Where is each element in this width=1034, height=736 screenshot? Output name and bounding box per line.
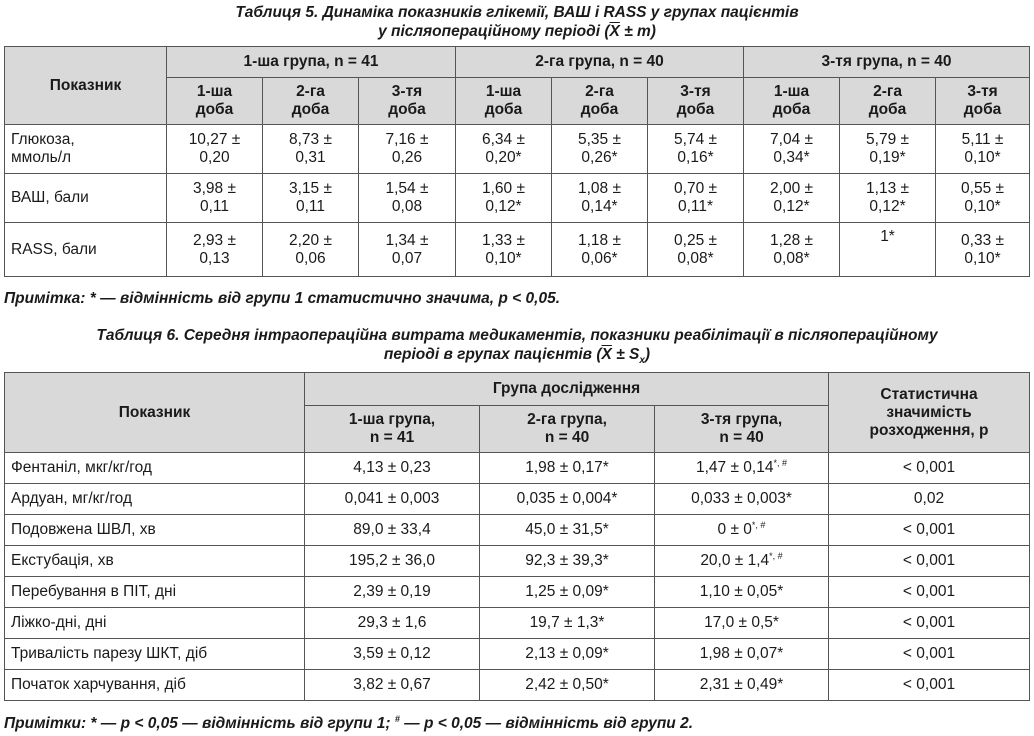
table-cell: 5,35 ± 0,26* [552, 125, 648, 174]
row-label: Ліжко-дні, дні [5, 608, 305, 639]
table-cell: 92,3 ± 39,3* [480, 546, 655, 577]
table-cell [655, 546, 829, 577]
table-row [5, 577, 1030, 608]
table6-header-row-1 [5, 373, 1030, 406]
table6-note [4, 714, 693, 733]
table-cell: 5,11 ± 0,10* [936, 125, 1030, 174]
row-label: Екстубація, хв [5, 546, 305, 577]
significance-mark: *, # [769, 550, 783, 561]
table5-group-header: 3-тя група, n = 40 [744, 47, 1030, 78]
row-label: Глюкоза, ммоль/л [5, 125, 167, 174]
table-cell: 7,16 ± 0,26 [359, 125, 456, 174]
table-cell: < 0,001 [829, 515, 1030, 546]
table-cell: 5,74 ± 0,16* [648, 125, 744, 174]
table-cell: 1,13 ± 0,12* [840, 174, 936, 223]
row-label: Початок харчування, діб [5, 670, 305, 701]
table6-group-header: Група дослідження [305, 373, 829, 406]
table5-note: Примітка: * — відмінність від групи 1 статистично значима, p < 0,05. [4, 290, 560, 307]
table-cell: 2,93 ± 0,13 [167, 223, 263, 277]
table-cell: 1,28 ± 0,08* [744, 223, 840, 277]
table5-day-header: 2-га доба [840, 78, 936, 125]
table-cell: < 0,001 [829, 639, 1030, 670]
table-cell: 89,0 ± 33,4 [305, 515, 480, 546]
table-cell: 1,54 ± 0,08 [359, 174, 456, 223]
table-cell [655, 515, 829, 546]
table6-caption-pre: періоді в групах пацієнтів ( [383, 346, 602, 363]
table-cell: < 0,001 [829, 608, 1030, 639]
table-row [5, 670, 1030, 701]
table5-day-header: 3-тя доба [936, 78, 1030, 125]
table-cell: 3,98 ± 0,11 [167, 174, 263, 223]
table-cell: 0,25 ± 0,08* [648, 223, 744, 277]
table5-group-header: 1-ша група, n = 41 [167, 47, 456, 78]
table-cell: 0,035 ± 0,004* [480, 484, 655, 515]
table-cell: 0,02 [829, 484, 1030, 515]
table-cell: 1* [840, 223, 936, 277]
table6-caption-mid: ± S [611, 346, 640, 363]
table-cell: 0,70 ± 0,11* [648, 174, 744, 223]
table5-header-row-groups [5, 47, 1030, 78]
table-row [5, 453, 1030, 484]
table6-indicator-header: Показник [5, 373, 305, 453]
significance-mark: *, # [773, 457, 787, 468]
table-cell: 0,041 ± 0,003 [305, 484, 480, 515]
table5-day-header: 1-ша доба [744, 78, 840, 125]
cell-value: 2,31 ± 0,49* [699, 676, 784, 693]
table-cell: 2,20 ± 0,06 [263, 223, 359, 277]
table-row [5, 515, 1030, 546]
table-cell: 2,13 ± 0,09* [480, 639, 655, 670]
table-row [5, 639, 1030, 670]
table6-subgroup-header: 1-ша група, n = 41 [305, 406, 480, 453]
table-row [5, 484, 1030, 515]
table5-day-header: 1-ша доба [167, 78, 263, 125]
cell-value: 20,0 ± 1,4 [700, 552, 770, 569]
table-cell [655, 670, 829, 701]
table-cell: < 0,001 [829, 670, 1030, 701]
row-label: Ардуан, мг/кг/год [5, 484, 305, 515]
table5-day-header: 2-га доба [263, 78, 359, 125]
table-cell [655, 453, 829, 484]
table6-body [5, 453, 1030, 701]
table6-caption-xbar: $\overline{X}$ [601, 346, 612, 363]
table6-significance-header: Статистична значимість розходження, p [829, 373, 1030, 453]
table-cell: 1,08 ± 0,14* [552, 174, 648, 223]
table5-caption-pre: у післяопераційному періоді ( [378, 23, 610, 40]
table5-caption-post: ± m) [619, 23, 656, 40]
table-row [5, 608, 1030, 639]
cell-value: 1,98 ± 0,07* [699, 645, 784, 662]
table5-day-header: 1-ша доба [456, 78, 552, 125]
table6-note-pre: Примітки: * — p < 0,05 — відмінність від групи 1; [4, 715, 395, 732]
table-cell [655, 639, 829, 670]
cell-value: 17,0 ± 0,5* [704, 614, 779, 631]
table-cell: 3,15 ± 0,11 [263, 174, 359, 223]
table-cell: < 0,001 [829, 453, 1030, 484]
table6-note-post: — p < 0,05 — відмінність від групи 2. [399, 715, 694, 732]
table6-caption-sub: x [639, 355, 645, 367]
table5-day-header: 3-тя доба [648, 78, 744, 125]
table-cell: 45,0 ± 31,5* [480, 515, 655, 546]
table-cell: 3,59 ± 0,12 [305, 639, 480, 670]
table6-note-sup: # [394, 713, 400, 724]
table-cell: 2,42 ± 0,50* [480, 670, 655, 701]
table5-caption [0, 3, 1034, 41]
row-label: Тривалість парезу ШКТ, діб [5, 639, 305, 670]
table-cell: 1,33 ± 0,10* [456, 223, 552, 277]
row-label: Подовжена ШВЛ, хв [5, 515, 305, 546]
table-cell: 0,55 ± 0,10* [936, 174, 1030, 223]
table-cell: < 0,001 [829, 577, 1030, 608]
table-cell: 1,18 ± 0,06* [552, 223, 648, 277]
table-row [5, 546, 1030, 577]
table-cell: 195,2 ± 36,0 [305, 546, 480, 577]
table-cell: 10,27 ± 0,20 [167, 125, 263, 174]
row-label: Фентаніл, мкг/кг/год [5, 453, 305, 484]
table-cell: 3,82 ± 0,67 [305, 670, 480, 701]
table-cell: 1,25 ± 0,09* [480, 577, 655, 608]
table-cell: 2,00 ± 0,12* [744, 174, 840, 223]
table-cell: 5,79 ± 0,19* [840, 125, 936, 174]
table5-day-header: 3-тя доба [359, 78, 456, 125]
cell-value: 0,033 ± 0,003* [691, 490, 792, 507]
table-cell: 0,33 ± 0,10* [936, 223, 1030, 277]
table6-caption [0, 326, 1034, 370]
table-row [5, 174, 1030, 223]
table-cell: 6,34 ± 0,20* [456, 125, 552, 174]
table-cell [655, 577, 829, 608]
table5-caption-xbar: $\overline{X}$ [609, 23, 620, 40]
table-cell: 8,73 ± 0,31 [263, 125, 359, 174]
cell-value: 1,10 ± 0,05* [699, 583, 784, 600]
table-cell: 2,39 ± 0,19 [305, 577, 480, 608]
table5-indicator-header: Показник [5, 47, 167, 125]
table6-subgroup-header: 3-тя група, n = 40 [655, 406, 829, 453]
table-cell: 19,7 ± 1,3* [480, 608, 655, 639]
table-cell: 29,3 ± 1,6 [305, 608, 480, 639]
table6-caption-line1: Таблиця 6. Середня інтраопераційна витрата медикаментів, показники реабілітації в післяопераційному [96, 327, 938, 344]
row-label: Перебування в ПІТ, дні [5, 577, 305, 608]
table5-caption-line2 [0, 22, 1034, 41]
row-label: RASS, бали [5, 223, 167, 277]
table6 [4, 372, 1030, 701]
table-cell: 4,13 ± 0,23 [305, 453, 480, 484]
table-row [5, 125, 1030, 174]
table5 [4, 46, 1030, 277]
significance-mark: *, # [751, 519, 766, 530]
table-row [5, 223, 1030, 277]
table-cell: 1,34 ± 0,07 [359, 223, 456, 277]
table-cell [655, 608, 829, 639]
table-cell: 7,04 ± 0,34* [744, 125, 840, 174]
table5-caption-line1: Таблиця 5. Динаміка показників глікемії, ВАШ і RASS у групах пацієнтів [235, 4, 799, 21]
table5-day-header: 2-га доба [552, 78, 648, 125]
table6-caption-line2 [0, 345, 1034, 370]
table-cell: 1,98 ± 0,17* [480, 453, 655, 484]
row-label: ВАШ, бали [5, 174, 167, 223]
table6-caption-post: ) [644, 346, 651, 363]
cell-value: 1,47 ± 0,14 [696, 459, 774, 476]
table6-subgroup-header: 2-га група, n = 40 [480, 406, 655, 453]
table-cell [655, 484, 829, 515]
cell-value: 0 ± 0 [717, 521, 752, 538]
table-cell: < 0,001 [829, 546, 1030, 577]
table-cell: 1,60 ± 0,12* [456, 174, 552, 223]
table5-group-header: 2-га група, n = 40 [456, 47, 744, 78]
